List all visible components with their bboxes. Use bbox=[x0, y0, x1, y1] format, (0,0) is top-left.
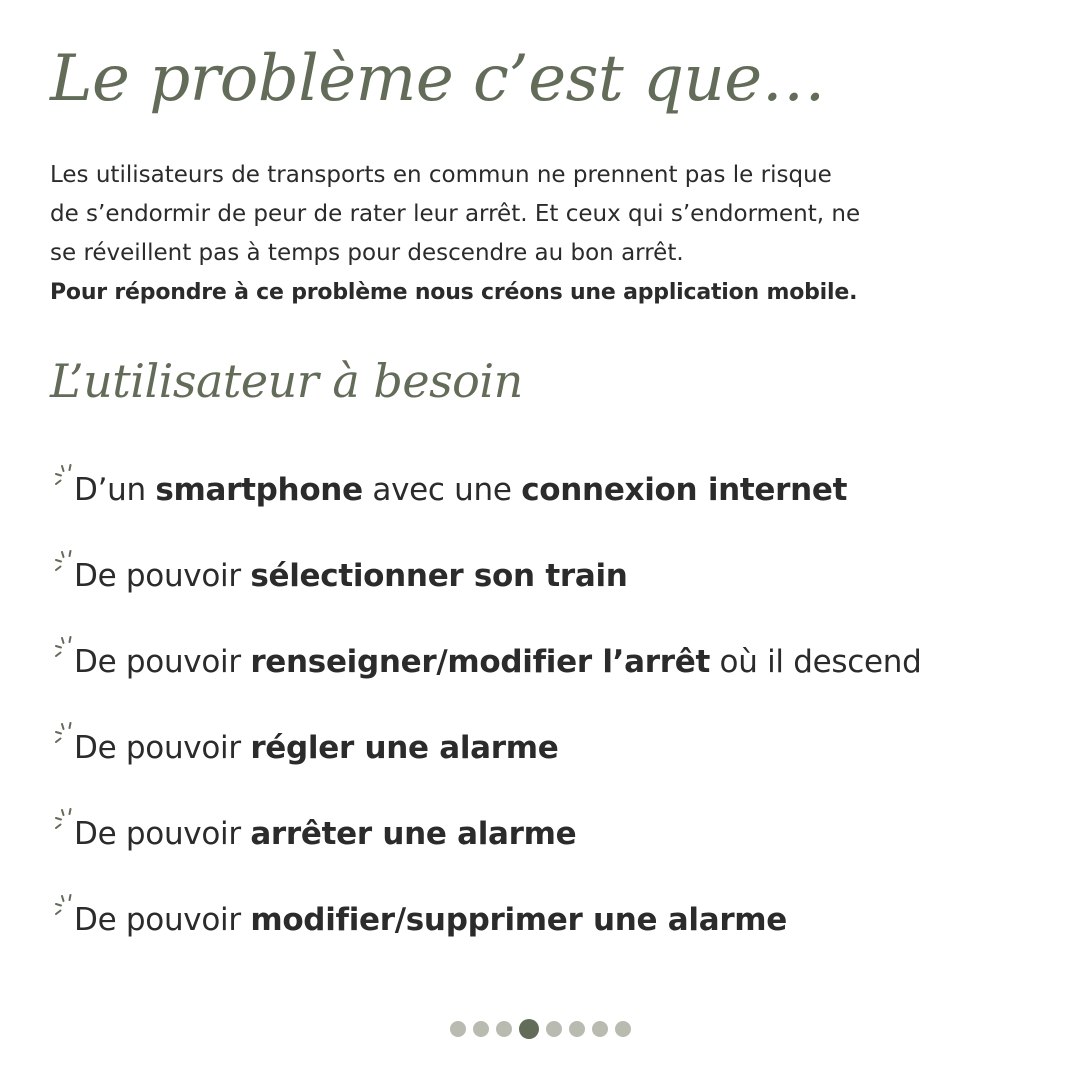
intro-conclusion: Pour répondre à ce problème nous créons une application mobile. bbox=[50, 280, 858, 305]
need-text: où il descend bbox=[709, 644, 922, 680]
intro-line: Les utilisateurs de transports en commun ne prennent pas le risque bbox=[50, 162, 832, 188]
sparkle-icon bbox=[52, 894, 86, 928]
sparkle-icon bbox=[52, 550, 86, 584]
need-keyword: smartphone bbox=[155, 472, 363, 508]
pagination-dot-active[interactable] bbox=[519, 1019, 539, 1039]
need-text: De pouvoir bbox=[74, 902, 251, 938]
pagination-dot[interactable] bbox=[496, 1021, 512, 1037]
need-keyword: arrêter une alarme bbox=[250, 816, 577, 852]
need-item bbox=[50, 720, 922, 806]
need-keyword: régler une alarme bbox=[250, 730, 559, 766]
need-item bbox=[50, 892, 922, 978]
need-text: De pouvoir bbox=[74, 730, 251, 766]
sparkle-icon bbox=[52, 808, 86, 842]
needs-list bbox=[50, 462, 922, 978]
intro-line: se réveillent pas à temps pour descendre au bon arrêt. bbox=[50, 240, 684, 266]
page-title: Le problème c’est que… bbox=[50, 42, 826, 116]
need-item bbox=[50, 634, 922, 720]
need-keyword: modifier/supprimer une alarme bbox=[250, 902, 788, 938]
need-text: avec une bbox=[362, 472, 522, 508]
pagination-dot[interactable] bbox=[546, 1021, 562, 1037]
need-text: De pouvoir bbox=[74, 816, 251, 852]
need-text: D’un bbox=[74, 472, 156, 508]
need-text: De pouvoir bbox=[74, 558, 251, 594]
need-keyword: sélectionner son train bbox=[250, 558, 628, 594]
need-item bbox=[50, 548, 922, 634]
pagination-dot[interactable] bbox=[450, 1021, 466, 1037]
need-keyword: renseigner/modifier l’arrêt bbox=[250, 644, 710, 680]
slide bbox=[50, 0, 1040, 1080]
need-item bbox=[50, 806, 922, 892]
intro-paragraph bbox=[50, 156, 1030, 312]
pagination-dot[interactable] bbox=[615, 1021, 631, 1037]
pagination-dot[interactable] bbox=[473, 1021, 489, 1037]
sparkle-icon bbox=[52, 636, 86, 670]
intro-line: de s’endormir de peur de rater leur arrêt. Et ceux qui s’endorment, ne bbox=[50, 201, 861, 227]
need-item bbox=[50, 462, 922, 548]
pagination-dots bbox=[0, 1019, 1080, 1039]
sparkle-icon bbox=[52, 464, 86, 498]
section-title: L’utilisateur à besoin bbox=[50, 354, 523, 408]
pagination-dot[interactable] bbox=[592, 1021, 608, 1037]
need-text: De pouvoir bbox=[74, 644, 251, 680]
need-keyword: connexion internet bbox=[521, 472, 848, 508]
sparkle-icon bbox=[52, 722, 86, 756]
pagination-dot[interactable] bbox=[569, 1021, 585, 1037]
